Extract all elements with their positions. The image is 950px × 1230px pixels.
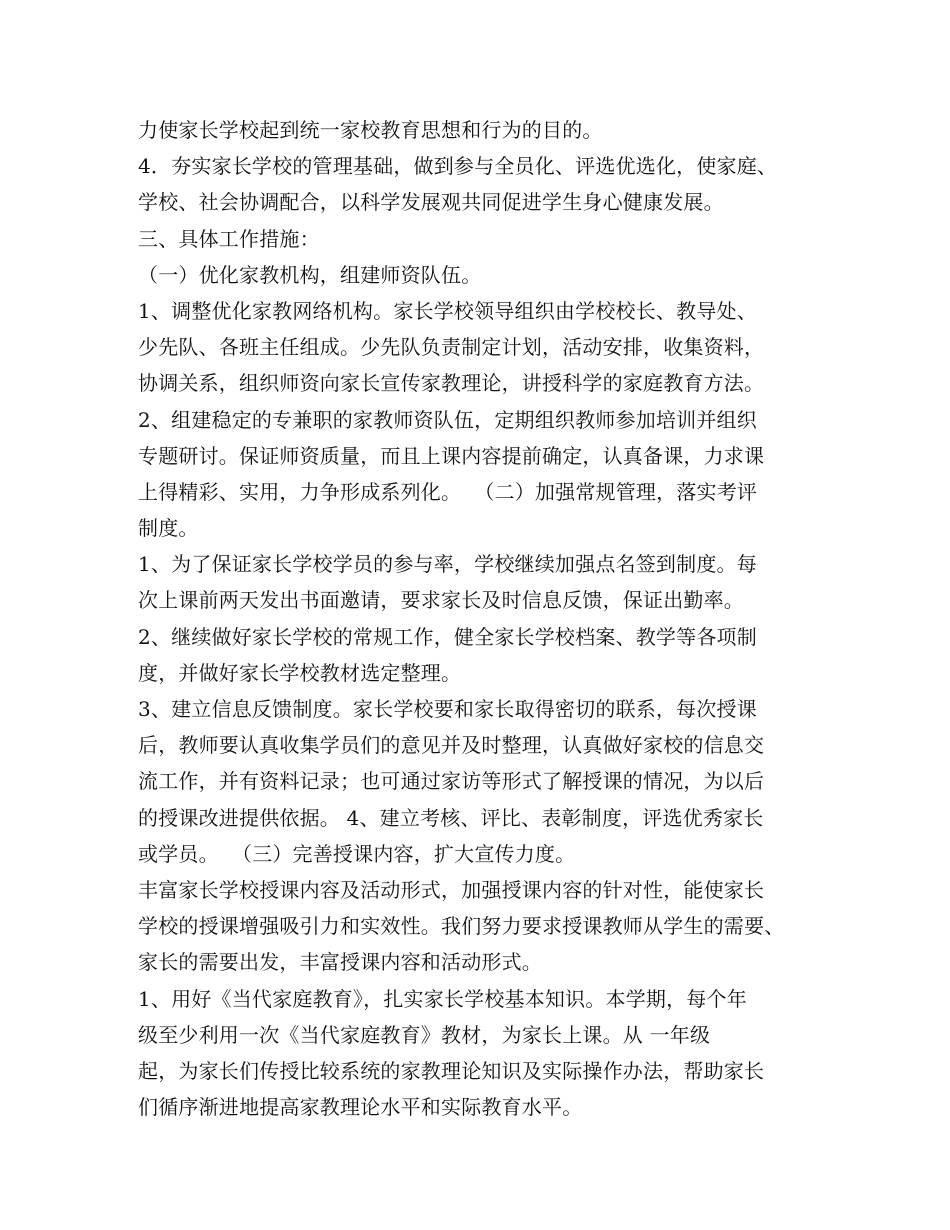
text-line: 起，为家长们传授比较系统的家教理论知识及实际操作办法，帮助家长 — [138, 1058, 765, 1083]
text-line: 协调关系，组织师资向家长宣传家教理论，讲授科学的家庭教育方法。 — [138, 371, 765, 396]
text-line: 专题研讨。保证师资质量，而且上课内容提前确定，认真备课，力求课 — [138, 443, 765, 468]
text-line: 上得精彩、实用，力争形成系列化。 （二）加强常规管理，落实考评 — [138, 479, 758, 504]
text-line: 流工作，并有资料记录；也可通过家访等形式了解授课的情况，为以后 — [138, 769, 765, 794]
text-line: 2、继续做好家长学校的常规工作，健全家长学校档案、教学等各项制 — [138, 624, 757, 649]
text-line: 次上课前两天发出书面邀请，要求家长及时信息反馈，保证出勤率。 — [138, 588, 744, 613]
text-line: 3、建立信息反馈制度。家长学校要和家长取得密切的联系，每次授课 — [138, 697, 757, 721]
text-line: 丰富家长学校授课内容及活动形式，加强授课内容的针对性，能使家长 — [138, 877, 765, 902]
text-line: 或学员。 （三）完善授课内容，扩大宣传力度。 — [138, 841, 576, 866]
text-line: 度，并做好家长学校教材选定整理。 — [138, 660, 462, 685]
text-line: 学校、社会协调配合，以科学发展观共同促进学生身心健康发展。 — [138, 190, 724, 215]
text-line: 1、调整优化家教网络机构。家长学校领导组织由学校校长、教导处、 — [138, 298, 757, 323]
text-line: 制度。 — [138, 516, 199, 541]
text-line: 2、组建稳定的专兼职的家教师资队伍，定期组织教师参加培训并组织 — [138, 407, 757, 432]
text-line: 级至少利用一次《当代家庭教育》教材，为家长上课。从 一年级 — [138, 1022, 711, 1047]
text-line: 后，教师要认真收集学员们的意见并及时整理，认真做好家校的信息交 — [138, 733, 765, 758]
text-line: 力使家长学校起到统一家校教育思想和行为的目的。 — [138, 118, 603, 142]
text-line: 少先队、各班主任组成。少先队负责制定计划，活动安排，收集资料， — [138, 335, 765, 360]
text-line: 1、为了保证家长学校学员的参与率，学校继续加强点名签到制度。每 — [138, 552, 757, 577]
text-line: 家长的需要出发，丰富授课内容和活动形式。 — [138, 950, 542, 975]
text-line: 们循序渐进地提高家教理论水平和实际教育水平。 — [138, 1095, 583, 1120]
text-line: 学校的授课增强吸引力和实效性。我们努力要求授课教师从学生的需要、 — [138, 914, 785, 939]
text-line: 4．夯实家长学校的管理基础，做到参与全员化、评选优选化，使家庭、 — [138, 154, 778, 179]
document-body — [138, 112, 838, 1125]
text-line: 1、用好《当代家庭教育》，扎实家长学校基本知识。本学期，每个年 — [138, 986, 747, 1011]
section-heading: 三、具体工作措施： — [138, 226, 320, 251]
subsection-heading: （一）优化家教机构，组建师资队伍。 — [138, 262, 482, 287]
text-line: 的授课改进提供依据。 4、建立考核、评比、表彰制度，评选优秀家长 — [138, 805, 764, 830]
